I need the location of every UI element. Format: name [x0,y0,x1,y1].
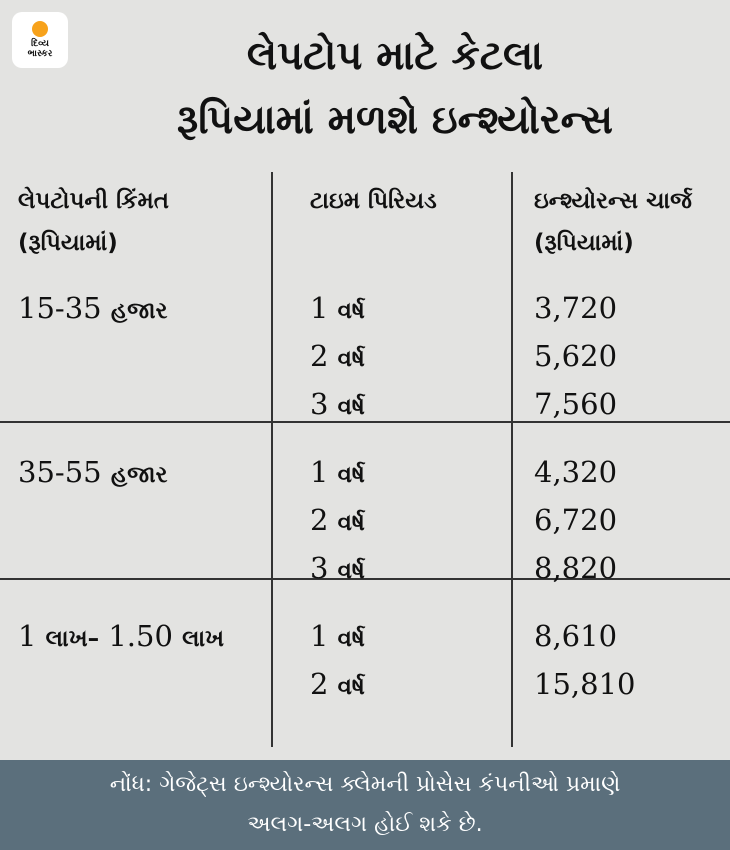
title-line1: લેપટોપ માટે કેટલા [246,33,544,79]
logo-line2: ભાસ્કર [27,49,53,59]
header-charge-label: ઇન્શ્યોરન્સ ચાર્જ [534,188,692,214]
period-cell: 2 વર્ષ [310,503,365,537]
footer-line2: અલગ-અલગ હોઈ શકે છે. [247,812,483,837]
header-charge [534,180,692,264]
price-range-1: 15-35 હજાર [18,291,168,325]
header-period-label: ટાઇમ પિરિયડ [310,188,437,214]
title-line2: રૂપિયામાં મળશે ઇન્શ્યોરન્સ [176,97,614,143]
period-cell: 2 વર્ષ [310,667,365,701]
column-divider [511,172,513,747]
charge-cell: 15,810 [534,667,636,701]
period-cell: 1 વર્ષ [310,455,365,489]
period-cell: 1 વર્ષ [310,619,365,653]
divya-bhaskar-logo [12,12,68,68]
charge-cell: 8,610 [534,619,618,653]
charge-cell: 8,820 [534,551,618,585]
logo-line1: દિવ્ય [31,39,49,49]
price-range-2: 35-55 હજાર [18,455,168,489]
row-divider [0,578,730,580]
price-range-3: 1 લાખ– 1.50 લાખ [18,619,225,653]
charge-cell: 4,320 [534,455,618,489]
row-divider [0,421,730,423]
header-price [18,180,169,264]
header-charge-unit: (રૂપિયામાં) [534,230,634,256]
period-cell: 3 વર્ષ [310,551,365,585]
header-price-unit: (રૂપિયામાં) [18,230,118,256]
charge-cell: 6,720 [534,503,618,537]
page-title [80,24,710,152]
period-cell: 3 વર્ષ [310,387,365,421]
period-cell: 1 વર્ષ [310,291,365,325]
column-divider [271,172,273,747]
sun-icon [32,21,48,37]
period-cell: 2 વર્ષ [310,339,365,373]
charge-cell: 7,560 [534,387,618,421]
footer-note [0,760,730,850]
header-price-label: લેપટોપની કિંમત [18,188,170,214]
charge-cell: 3,720 [534,291,618,325]
header-period [310,180,437,222]
charge-cell: 5,620 [534,339,618,373]
footer-line1: નોંધ: ગેજેટ્સ ઇન્શ્યોરન્સ ક્લેમની પ્રોસેસ કંપનીઓ પ્રમાણે [109,772,621,797]
